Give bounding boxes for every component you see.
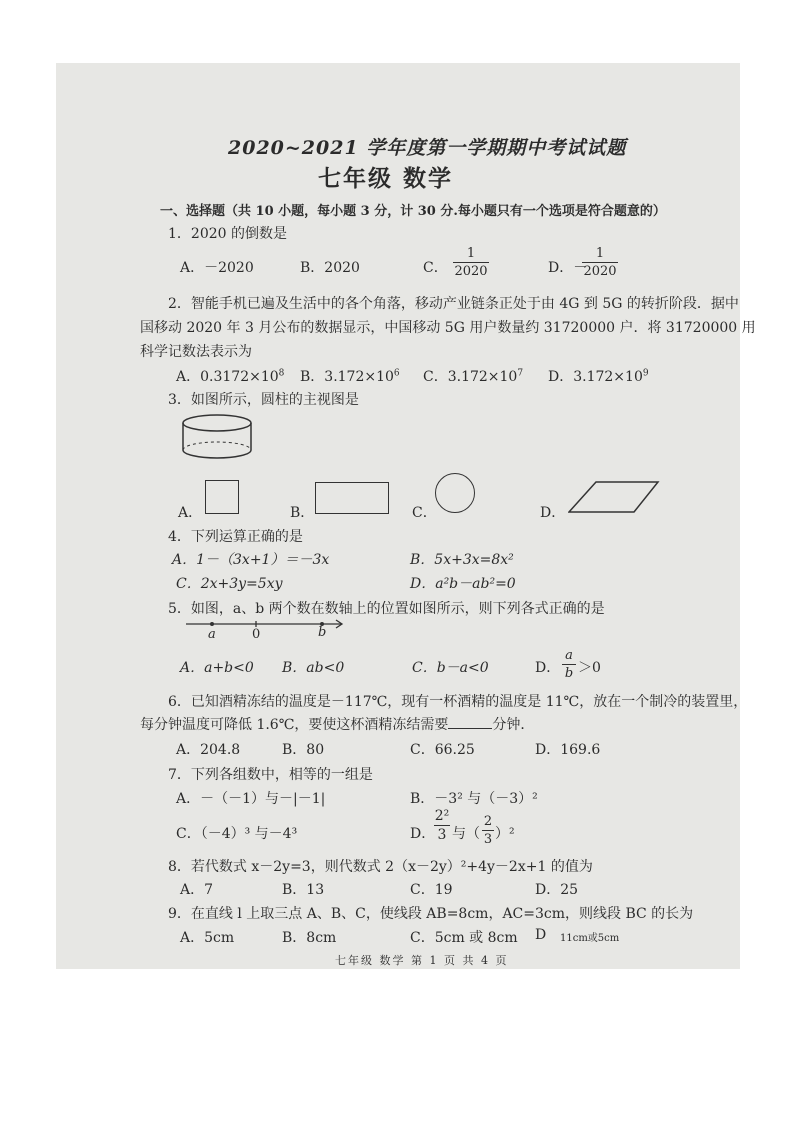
- q3-option-d: D．: [540, 505, 566, 521]
- cylinder-figure: [180, 412, 254, 462]
- q7-option-d: D．: [410, 826, 436, 842]
- number-line-label-a: a: [208, 627, 216, 642]
- exam-paper: [56, 63, 740, 969]
- q3-stem: 3．如图所示，圆柱的主视图是: [168, 392, 359, 408]
- section-heading: 一、选择题（共 10 小题，每小题 3 分，计 30 分.每小题只有一个选项是符合题意的）: [160, 204, 666, 219]
- q4-option-d: D．a²b－ab²=0: [410, 576, 516, 592]
- q5-d-numerator: a: [565, 648, 573, 663]
- q6-answer-blank: [448, 716, 492, 729]
- q7-d-fraction-1: [434, 808, 450, 843]
- q8-option-c: C．19: [410, 882, 453, 898]
- parallelogram-shape: [568, 480, 660, 514]
- q8-stem: 8．若代数式 x－2y=3，则代数式 2（x－2y）²+4y－2x+1 的值为: [168, 859, 593, 875]
- q6-option-b: B．80: [282, 742, 325, 758]
- q7-d-denominator-2: 3: [483, 832, 493, 847]
- q2-line1: 2．智能手机已遍及生活中的各个角落，移动产业链条正处于由 4G 到 5G 的转折阶段．据中: [168, 296, 739, 312]
- q7-option-b: B．－3² 与（－3）²: [410, 791, 538, 807]
- q2-line3: 科学记数法表示为: [140, 344, 252, 360]
- q8-option-a: A．7: [180, 882, 214, 898]
- q2-a-text: A．0.3172×10: [176, 369, 279, 385]
- q6-line2-end: 分钟．: [492, 717, 535, 733]
- q7-d-tail: ）²: [495, 826, 515, 842]
- q9-option-a: A．5cm: [180, 930, 235, 946]
- q2-b-text: B．3.172×10: [300, 369, 394, 385]
- q2-d-exp: 9: [642, 368, 649, 379]
- q6-line2-start: 每分钟温度可降低 1.6℃，要使这杯酒精冻结需要: [140, 717, 449, 733]
- q6-option-a: A．204.8: [176, 742, 241, 758]
- q7-d-denominator-1: 3: [437, 827, 447, 843]
- q1-stem: 1．2020 的倒数是: [168, 226, 287, 242]
- q9-option-d: D: [535, 927, 547, 943]
- q5-d-tail: ＞0: [578, 660, 601, 676]
- q4-option-b: B．5x+3x=8x²: [410, 552, 514, 568]
- q2-c-text: C．3.172×10: [423, 369, 518, 385]
- q5-stem: 5．如图，a、b 两个数在数轴上的位置如图所示，则下列各式正确的是: [168, 601, 605, 617]
- exam-title: 2020~2021 学年度第一学期期中考试试题: [228, 137, 627, 159]
- q6-line2: [140, 714, 534, 734]
- q3-option-b: B．: [290, 505, 315, 521]
- q4-option-c: C．2x+3y=5xy: [176, 576, 283, 592]
- q1-option-a: A．－2020: [180, 260, 254, 276]
- q6-option-d: D．169.6: [535, 742, 601, 758]
- q2-b-exp: 6: [393, 368, 400, 379]
- number-line-label-b: b: [318, 625, 327, 640]
- q1-option-d: D．－: [548, 260, 588, 276]
- square-shape: [205, 480, 239, 514]
- q3-option-a: A．: [178, 505, 203, 521]
- q8-option-d: D．25: [535, 882, 579, 898]
- q7-d-middle: 与（: [452, 826, 480, 842]
- q5-d-denominator: b: [564, 666, 574, 681]
- q7-d-numerator-1: 2²: [434, 808, 450, 824]
- q8-option-b: B．13: [282, 882, 325, 898]
- circle-shape: [435, 473, 475, 513]
- q5-option-c: C．b－a<0: [412, 660, 489, 676]
- q1-option-c: C．: [423, 260, 448, 276]
- q2-option-d: [548, 366, 649, 386]
- q1-d-numerator: 1: [595, 246, 605, 261]
- q1-d-fraction: [582, 246, 618, 279]
- q5-option-d: D．: [535, 660, 561, 676]
- q9-option-b: B．8cm: [282, 930, 337, 946]
- q6-option-c: C．66.25: [410, 742, 475, 758]
- q9-stem: 9．在直线 l 上取三点 A、B、C，使线段 AB=8cm，AC=3cm，则线段 BC 的长为: [168, 906, 694, 922]
- number-line-label-0: 0: [252, 627, 261, 642]
- q1-d-denominator: 2020: [583, 264, 617, 279]
- q5-d-fraction: [562, 648, 576, 681]
- q2-option-c: [423, 366, 523, 386]
- q7-option-a: A．－（－1）与－|－1|: [176, 791, 326, 807]
- q1-c-denominator: 2020: [454, 264, 488, 279]
- q7-d-fraction-2: [482, 814, 494, 847]
- q1-c-numerator: 1: [466, 246, 476, 261]
- q6-line1: 6．已知酒精冻结的温度是－117℃，现有一杯酒精的温度是 11℃，放在一个制冷的装置里，: [168, 694, 748, 710]
- page-footer: 七年级 数学 第 1 页 共 4 页: [335, 954, 509, 967]
- q5-option-b: B．ab<0: [282, 660, 345, 676]
- q7-stem: 7．下列各组数中，相等的一组是: [168, 767, 373, 783]
- q9-option-c: C．5cm 或 8cm: [410, 930, 518, 946]
- q7-option-c: C．（－4）³ 与－4³: [176, 826, 298, 842]
- q7-d-numerator-2: 2: [483, 814, 493, 829]
- q4-option-a: A．1－（3x+1）＝－3x: [172, 552, 330, 568]
- q2-a-exp: 8: [278, 368, 285, 379]
- q1-option-b: B．2020: [300, 260, 360, 276]
- q5-option-a: A．a+b<0: [180, 660, 254, 676]
- exam-subtitle: 七年级 数学: [318, 165, 454, 192]
- q4-stem: 4．下列运算正确的是: [168, 529, 303, 545]
- rectangle-shape: [315, 482, 389, 514]
- q2-option-b: [300, 366, 400, 386]
- q3-option-c: C．: [412, 505, 437, 521]
- q1-c-fraction: [453, 246, 489, 279]
- q2-line2: 国移动 2020 年 3 月公布的数据显示，中国移动 5G 用户数量约 31720000 户．将 31720000 用: [140, 320, 756, 336]
- q9-d-text: 11cm或5cm: [560, 933, 620, 944]
- q2-option-a: [176, 366, 284, 386]
- q2-d-text: D．3.172×10: [548, 369, 643, 385]
- q2-c-exp: 7: [517, 368, 524, 379]
